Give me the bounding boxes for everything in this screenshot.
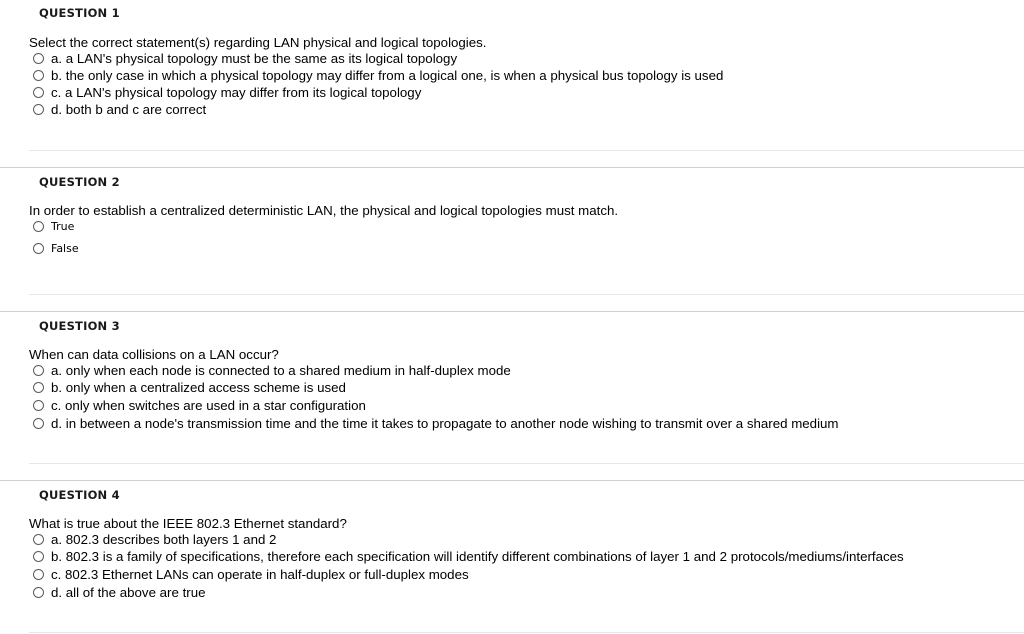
- question-3-option-b[interactable]: [33, 380, 346, 395]
- question-divider: [29, 463, 1024, 464]
- question-separator: [0, 480, 1024, 481]
- radio-button-icon[interactable]: [33, 70, 44, 81]
- question-4-option-d[interactable]: [33, 585, 206, 600]
- option-label: a. 802.3 describes both layers 1 and 2: [51, 532, 277, 547]
- option-label: d. all of the above are true: [51, 585, 206, 600]
- question-1-header: QUESTION 1: [39, 6, 120, 20]
- radio-button-icon[interactable]: [33, 587, 44, 598]
- radio-button-icon[interactable]: [33, 400, 44, 411]
- question-1-option-a[interactable]: [33, 51, 457, 66]
- radio-button-icon[interactable]: [33, 534, 44, 545]
- question-4-option-a[interactable]: [33, 532, 276, 547]
- question-4-header: QUESTION 4: [39, 488, 120, 502]
- question-1-option-d[interactable]: [33, 102, 206, 117]
- question-1-option-b[interactable]: [33, 68, 723, 83]
- option-label: False: [51, 242, 79, 255]
- question-3-option-a[interactable]: [33, 363, 511, 378]
- question-3-text: When can data collisions on a LAN occur?: [29, 347, 279, 362]
- question-2-option-true[interactable]: [33, 220, 74, 233]
- option-label: c. only when switches are used in a star configuration: [51, 398, 366, 413]
- radio-button-icon[interactable]: [33, 365, 44, 376]
- radio-button-icon[interactable]: [33, 551, 44, 562]
- question-1-text: Select the correct statement(s) regarding LAN physical and logical topologies.: [29, 35, 487, 50]
- option-label: b. the only case in which a physical topology may differ from a logical one, is when a physical bus topology is used: [51, 68, 724, 83]
- question-divider: [29, 632, 1024, 633]
- radio-button-icon[interactable]: [33, 418, 44, 429]
- question-divider: [29, 150, 1024, 151]
- radio-button-icon[interactable]: [33, 243, 44, 254]
- radio-button-icon[interactable]: [33, 53, 44, 64]
- question-separator: [0, 311, 1024, 312]
- question-2-text: In order to establish a centralized deterministic LAN, the physical and logical topologies must match.: [29, 203, 619, 218]
- question-3-header: QUESTION 3: [39, 319, 120, 333]
- question-2-option-false[interactable]: [33, 242, 79, 255]
- question-4-option-b[interactable]: [33, 549, 904, 564]
- question-3-option-c[interactable]: [33, 398, 366, 413]
- option-label: True: [51, 220, 75, 233]
- radio-button-icon[interactable]: [33, 221, 44, 232]
- radio-button-icon[interactable]: [33, 569, 44, 580]
- option-label: b. only when a centralized access scheme is used: [51, 380, 346, 395]
- option-label: d. in between a node's transmission time and the time it takes to propagate to another node wishing to transmit over a shared medium: [51, 416, 839, 431]
- option-label: a. only when each node is connected to a shared medium in half-duplex mode: [51, 363, 511, 378]
- question-separator: [0, 167, 1024, 168]
- radio-button-icon[interactable]: [33, 382, 44, 393]
- radio-button-icon[interactable]: [33, 104, 44, 115]
- option-label: d. both b and c are correct: [51, 102, 207, 117]
- question-1-option-c[interactable]: [33, 85, 421, 100]
- option-label: a. a LAN's physical topology must be the same as its logical topology: [51, 51, 458, 66]
- question-3-option-d[interactable]: [33, 416, 839, 431]
- option-label: b. 802.3 is a family of specifications, therefore each specification will identify different combinations of layer 1 and 2 protocols/mediums/interfaces: [51, 549, 904, 564]
- option-label: c. a LAN's physical topology may differ from its logical topology: [51, 85, 422, 100]
- radio-button-icon[interactable]: [33, 87, 44, 98]
- question-2-header: QUESTION 2: [39, 175, 120, 189]
- question-4-text: What is true about the IEEE 802.3 Ethernet standard?: [29, 516, 347, 531]
- question-divider: [29, 294, 1024, 295]
- question-4-option-c[interactable]: [33, 567, 469, 582]
- option-label: c. 802.3 Ethernet LANs can operate in half-duplex or full-duplex modes: [51, 567, 469, 582]
